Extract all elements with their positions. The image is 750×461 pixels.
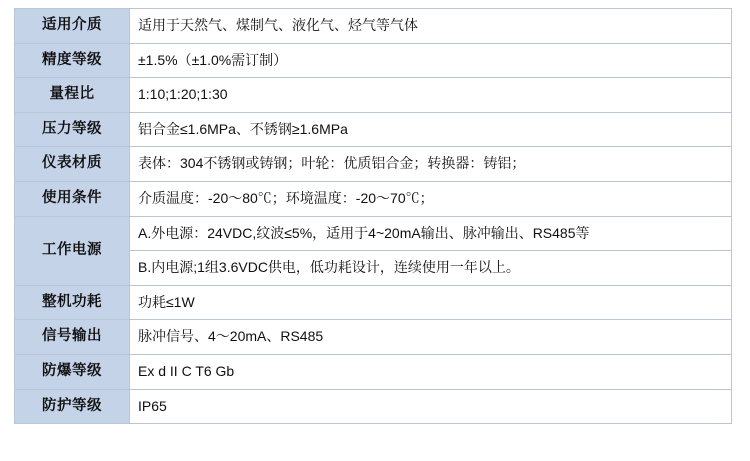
row-value-explosion-proof: Ex d II C T6 Gb xyxy=(130,354,732,389)
table-row xyxy=(15,354,732,389)
table-row xyxy=(15,112,732,147)
row-label-conditions: 使用条件 xyxy=(15,181,130,216)
table-row xyxy=(15,147,732,182)
table-row xyxy=(15,181,732,216)
table-row xyxy=(15,285,732,320)
row-value-accuracy: ±1.5%（±1.0%需订制） xyxy=(130,43,732,78)
row-value-power-internal: B.内电源;1组3.6VDC供电，低功耗设计，连续使用一年以上。 xyxy=(130,251,732,286)
table-row xyxy=(15,43,732,78)
table-row xyxy=(15,320,732,355)
row-label-consumption: 整机功耗 xyxy=(15,285,130,320)
row-label-power-supply: 工作电源 xyxy=(15,216,130,285)
row-label-accuracy: 精度等级 xyxy=(15,43,130,78)
table-row xyxy=(15,78,732,113)
row-value-material: 表体：304不锈钢或铸钢；叶轮：优质铝合金；转换器：铸铝； xyxy=(130,147,732,182)
row-value-signal-output: 脉冲信号、4～20mA、RS485 xyxy=(130,320,732,355)
row-value-medium: 适用于天然气、煤制气、液化气、烃气等气体 xyxy=(130,9,732,44)
table-row xyxy=(15,216,732,251)
row-label-pressure: 压力等级 xyxy=(15,112,130,147)
row-label-medium: 适用介质 xyxy=(15,9,130,44)
specification-table xyxy=(14,8,732,424)
table-row xyxy=(15,389,732,424)
row-value-pressure: 铝合金≤1.6MPa、不锈钢≥1.6MPa xyxy=(130,112,732,147)
row-label-turndown: 量程比 xyxy=(15,78,130,113)
row-value-conditions: 介质温度：-20～80℃；环境温度：-20～70℃； xyxy=(130,181,732,216)
row-label-ingress-protection: 防护等级 xyxy=(15,389,130,424)
row-value-turndown: 1:10;1:20;1:30 xyxy=(130,78,732,113)
row-label-signal-output: 信号输出 xyxy=(15,320,130,355)
table-row xyxy=(15,9,732,44)
row-value-consumption: 功耗≤1W xyxy=(130,285,732,320)
row-value-ingress-protection: IP65 xyxy=(130,389,732,424)
row-label-material: 仪表材质 xyxy=(15,147,130,182)
row-value-power-external: A.外电源：24VDC,纹波≤5%，适用于4~20mA输出、脉冲输出、RS485等 xyxy=(130,216,732,251)
row-label-explosion-proof: 防爆等级 xyxy=(15,354,130,389)
